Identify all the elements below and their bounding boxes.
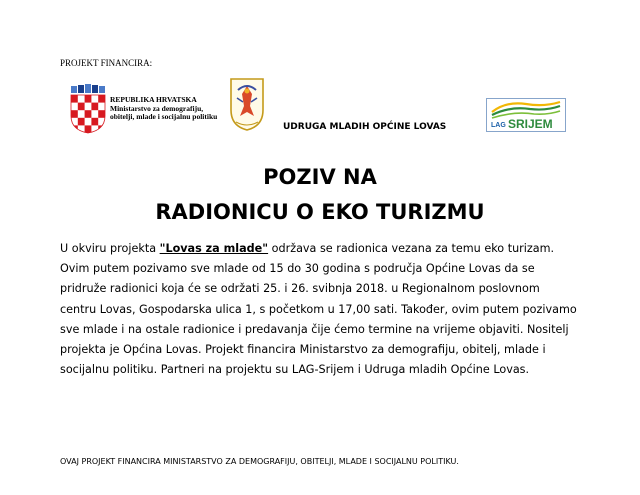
ministry-line-3: obitelji, mlade i socijalnu politiku xyxy=(110,112,218,121)
body-line-5: sve mlade i na ostale radionice i predavanja čije ćemo termine na vrijeme objaviti. Nositelj xyxy=(60,322,569,336)
body-line-1-start: U okviru projekta xyxy=(60,242,160,255)
body-line-1 xyxy=(60,239,590,259)
crown xyxy=(71,84,105,93)
body-line-6: projekta je Općina Lovas. Projekt financira Ministarstvo za demografiju, obitelj, mlade i xyxy=(60,343,546,357)
body-line-2: Ovim putem pozivamo sve mlade od 15 do 30 godina s područja Općine Lovas da se xyxy=(60,262,535,276)
ministry-line-1: REPUBLIKA HRVATSKA xyxy=(110,95,197,104)
body-line-4: centru Lovas, Gospodarska ulica 1, s početkom u 17,00 sati. Također, ovim putem pozivamo xyxy=(60,302,577,316)
footer-note: OVAJ PROJEKT FINANCIRA MINISTARSTVO ZA DEMOGRAFIJU, OBITELJI, MLADE I SOCIJALNU POLITIKU. xyxy=(60,457,459,466)
lag-prefix: LAG xyxy=(491,122,506,129)
title-line-2: RADIONICU O EKO TURIZMU xyxy=(155,200,485,224)
lag-name: SRIJEM xyxy=(508,117,553,131)
body-line-3: pridruže radionici koja će se održati 25. i 26. svibnja 2018. u Regionalnom poslovnom xyxy=(60,282,540,296)
croatia-coat-of-arms-icon xyxy=(68,84,108,134)
ministry-line-2: Ministarstvo za demografiju, xyxy=(110,103,204,113)
funded-by-label: PROJEKT FINANCIRA: xyxy=(60,58,153,68)
ministry-text xyxy=(110,96,217,122)
municipality-coat-of-arms-icon xyxy=(228,76,266,132)
project-name: "Lovas za mlade" xyxy=(159,242,269,255)
lag-srijem-logo xyxy=(486,98,566,132)
invitation-body xyxy=(60,239,590,380)
title-line-1: POZIV NA xyxy=(263,165,377,189)
body-line-7: socijalnu politiku. Partneri na projektu su LAG-Srijem i Udruga mladih Općine Lovas. xyxy=(60,363,530,377)
organization-name: UDRUGA MLADIH OPĆINE LOVAS xyxy=(283,122,447,132)
body-line-1-end: održava se radionica vezana za temu eko turizam. xyxy=(268,242,555,255)
